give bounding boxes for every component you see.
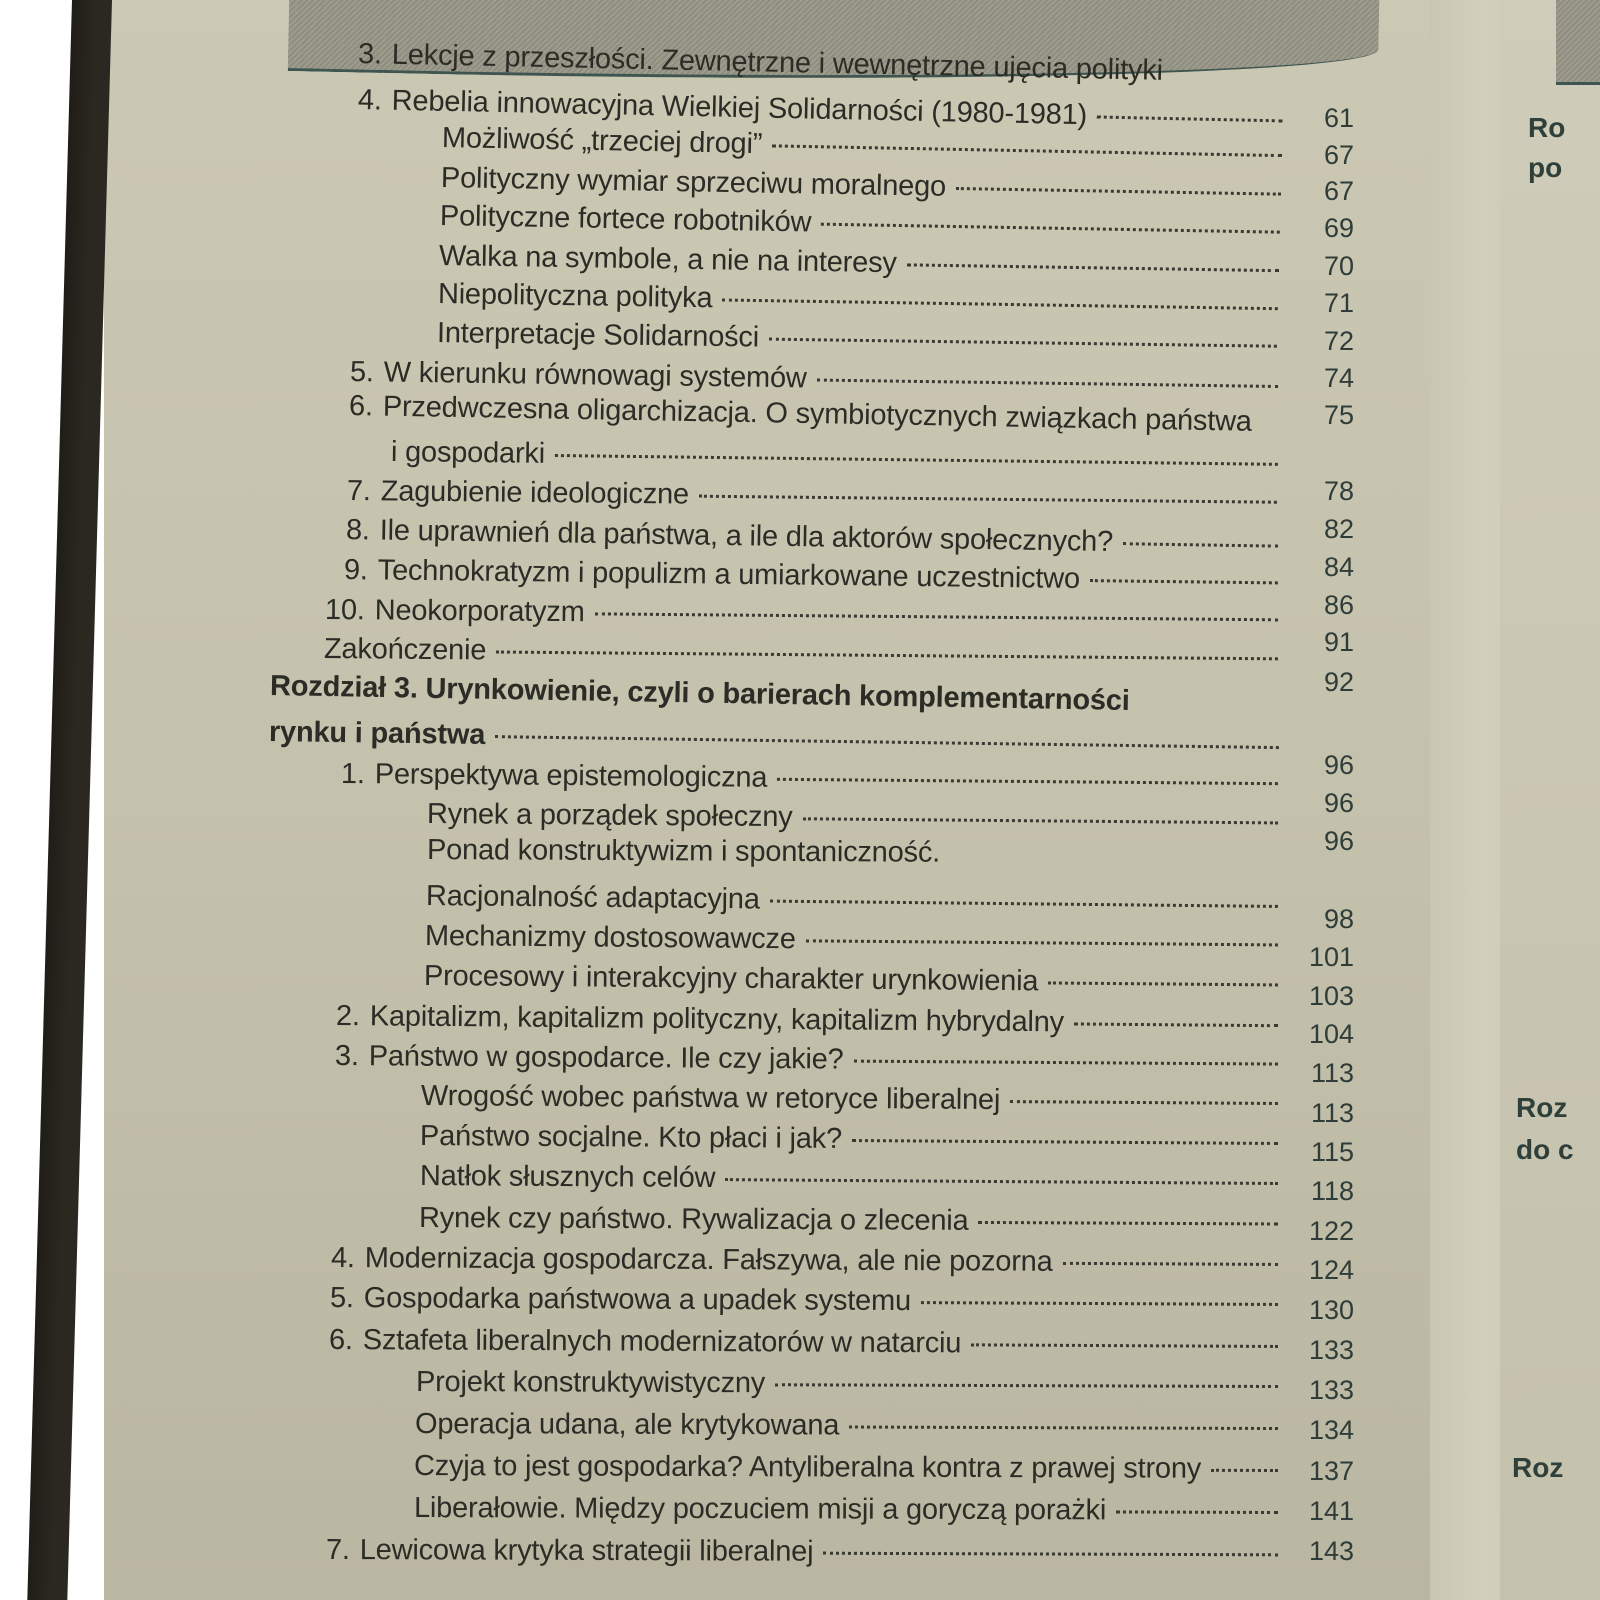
toc-entry <box>326 1528 1288 1571</box>
toc-entry <box>414 1444 1288 1487</box>
toc-entry-label: Perspektywa epistemologiczna <box>374 758 768 794</box>
toc-entry-label: Modernizacja gospodarcza. Fałszywa, ale nie pozorna <box>364 1242 1053 1278</box>
dot-leader <box>1063 1234 1279 1266</box>
toc-page-number: 69 <box>1323 213 1354 243</box>
toc-entry-label: Wrogość wobec państwa w retoryce liberalnej <box>420 1080 1001 1117</box>
toc-entry-label: Możliwość „trzeciej drogi” <box>441 122 763 161</box>
toc-entry-label: Zakończenie <box>323 633 487 667</box>
chapter-title: Rozdział 3. Urynkowienie, czyli o barierach komplementarności <box>269 670 1130 718</box>
toc-page-number: 86 <box>1323 590 1354 620</box>
toc-entry-number: 8. <box>345 514 371 547</box>
toc-page-number: 92 <box>1323 667 1354 697</box>
toc-page-number: 137 <box>1308 1456 1354 1486</box>
toc-page-number: 84 <box>1323 552 1354 582</box>
toc-entry-number: 10. <box>324 594 365 627</box>
toc-entry-label: Państwo socjalne. Kto płaci i jak? <box>419 1120 843 1155</box>
dot-leader <box>1116 1482 1278 1514</box>
toc-page-number: 113 <box>1310 1098 1354 1128</box>
toc-entry <box>415 1402 1288 1445</box>
toc-page-number: 75 <box>1323 400 1354 430</box>
dot-leader <box>854 1032 1279 1066</box>
toc-entry-number: 2. <box>335 1000 360 1033</box>
dot-leader <box>803 789 1279 824</box>
dot-leader <box>971 1315 1278 1348</box>
dot-leader <box>907 235 1280 272</box>
dot-leader <box>769 310 1277 348</box>
toc-entry-label: Lekcje z przeszłości. Zewnętrzne i wewnętrzne ujęcia polityki <box>391 38 1164 87</box>
toc-entry-label: Operacja udana, ale krytykowana <box>414 1408 840 1442</box>
toc-entry-label: Zagubienie ideologiczne <box>380 475 690 511</box>
toc-page-number: 67 <box>1323 140 1354 170</box>
toc-entry-label: Czyja to jest gospodarka? Antyliberalna kontra z prawej strony <box>413 1450 1202 1485</box>
dot-leader <box>1123 514 1278 547</box>
toc-entry-number: 1. <box>340 758 365 791</box>
toc-page-number: 67 <box>1323 176 1354 206</box>
toc-page-number: 78 <box>1323 476 1354 506</box>
toc-entry-label: Natłok słusznych celów <box>419 1160 716 1195</box>
toc-entry-number: 3. <box>334 1040 359 1073</box>
toc-entry-label: Kapitalizm, kapitalizm polityczny, kapitalizm hybrydalny <box>369 1000 1065 1039</box>
right-page-heading-fragment: Roz <box>1516 1092 1568 1123</box>
dot-leader <box>725 1150 1278 1185</box>
chapter-title-continuation: rynku i państwa <box>268 716 486 752</box>
toc-page-number: 101 <box>1308 942 1354 972</box>
dot-leader <box>1048 953 1278 986</box>
toc-entry <box>324 627 1288 675</box>
right-page-heading-fragment: do c <box>1516 1134 1574 1165</box>
toc-entry-number: 4. <box>330 1242 355 1275</box>
toc-page-number: 96 <box>1323 826 1354 856</box>
toc-page-number: 96 <box>1323 750 1354 780</box>
toc-entry-label: Ile uprawnień dla państwa, a ile dla aktorów społecznych? <box>379 514 1114 559</box>
toc-page-number: 70 <box>1323 251 1354 281</box>
toc-entry-label-continuation: i gospodarki <box>390 436 546 470</box>
toc-entry-label: Gospodarka państwowa a upadek systemu <box>363 1282 912 1318</box>
toc-entry-label: Procesowy i interakcyjny charakter urynkowienia <box>423 960 1039 998</box>
dot-leader <box>823 1524 1278 1557</box>
toc-entry-number: 5. <box>329 1282 354 1315</box>
toc-entry <box>414 1486 1288 1529</box>
toc-page-number: 130 <box>1308 1295 1354 1325</box>
toc-entry-label-continuation: Racjonalność adaptacyjna <box>425 880 760 916</box>
toc-entry-number: 3. <box>357 38 383 71</box>
toc-page-number: 103 <box>1308 981 1354 1011</box>
toc-page-number: 133 <box>1308 1335 1354 1365</box>
toc-entry-label: Technokratyzm i populizm a umiarkowane uczestnictwo <box>377 554 1081 595</box>
toc-page-number: 122 <box>1308 1216 1354 1246</box>
toc-page-number: 133 <box>1308 1375 1354 1405</box>
dot-leader <box>1074 994 1278 1027</box>
dot-leader <box>852 1111 1278 1145</box>
toc-entry-number: 9. <box>343 554 368 587</box>
dot-leader <box>849 1398 1278 1430</box>
toc-entry <box>427 792 1288 840</box>
dot-leader <box>817 351 1279 388</box>
toc-page-number: 134 <box>1308 1415 1354 1445</box>
toc-entry-label: Przedwczesna oligarchizacja. O symbiotycznych związkach państwa <box>382 390 1253 438</box>
toc-page-number: 82 <box>1323 514 1354 544</box>
toc-entry-label: Lewicowa krytyka strategii liberalnej <box>359 1534 814 1568</box>
right-page-heading-fragment: po <box>1528 152 1563 183</box>
toc-page-number: 124 <box>1308 1255 1354 1285</box>
toc-entry-label: Sztafeta liberalnych modernizatorów w natarciu <box>362 1324 962 1360</box>
toc-entry-label: Projekt konstruktywistyczny <box>415 1366 766 1400</box>
dot-leader <box>1010 1072 1278 1105</box>
toc-page-number: 113 <box>1310 1058 1354 1088</box>
toc-page-number: 143 <box>1308 1536 1354 1566</box>
dot-leader <box>921 1273 1278 1306</box>
toc-entry-number: 6. <box>328 1324 353 1357</box>
toc-page-number: 104 <box>1308 1019 1354 1049</box>
dot-leader <box>1211 1441 1278 1472</box>
toc-entry-number: 7. <box>346 475 371 508</box>
dot-leader <box>821 195 1280 234</box>
toc-entry-number: 7. <box>325 1534 350 1567</box>
dot-leader <box>775 1355 1278 1388</box>
toc-entry-label: Niepolityczna polityka <box>437 278 713 315</box>
toc-entry-label: Ponad konstruktywizm i spontaniczność. <box>426 834 941 869</box>
toc-page-number: 91 <box>1323 627 1354 657</box>
toc-entry-label: Państwo w gospodarce. Ile czy jakie? <box>368 1040 844 1076</box>
toc-entry-number: 5. <box>349 356 374 389</box>
toc-page-number: 71 <box>1323 288 1354 318</box>
toc-page-number: 61 <box>1323 103 1354 133</box>
right-page-heading-fragment: Ro <box>1528 112 1566 143</box>
right-page-heading-fragment: Roz <box>1512 1452 1564 1483</box>
dot-leader <box>699 467 1277 504</box>
toc-entry-label: Polityczny wymiar sprzeciwu moralnego <box>440 162 947 203</box>
toc-entry-label: Liberałowie. Między poczuciem misji a goryczą porażki <box>413 1492 1107 1527</box>
toc-entry-label: Neokorporatyzm <box>374 594 585 629</box>
toc-entry-label: W kierunku równowagi systemów <box>383 356 807 395</box>
toc-entry-label: Interpretacje Solidarności <box>436 317 760 354</box>
dot-leader <box>806 911 1279 946</box>
toc-entry-label: Rebelia innowacyjna Wielkiej Solidarności (1980-1981) <box>391 84 1088 132</box>
dot-leader <box>777 750 1278 785</box>
toc-page-number: 141 <box>1308 1496 1354 1526</box>
toc-page-number: 74 <box>1323 363 1354 393</box>
dot-leader <box>770 872 1279 908</box>
dot-leader <box>978 1193 1278 1226</box>
toc-entry-label: Polityczne fortece robotników <box>439 200 812 239</box>
toc-page-number: 118 <box>1310 1176 1354 1206</box>
toc-entry-label: Rynek a porządek społeczny <box>426 798 793 834</box>
toc-entry <box>330 1276 1288 1321</box>
toc-page-number: 72 <box>1323 326 1354 356</box>
dot-leader <box>1090 551 1278 584</box>
toc-entry-label: Rynek czy państwo. Rywalizacja o zlecenia <box>418 1202 969 1237</box>
toc-entry-label: Walka na symbole, a nie na interesy <box>438 240 897 280</box>
toc-page-number: 96 <box>1323 788 1354 818</box>
toc-entry-label: Mechanizmy dostosowawcze <box>424 920 796 956</box>
toc-entry-number: 6. <box>348 390 374 423</box>
toc-page-number: 115 <box>1310 1137 1354 1167</box>
toc-page-number: 98 <box>1323 904 1354 934</box>
dot-leader <box>595 584 1279 621</box>
toc-entry-number: 4. <box>357 84 383 117</box>
dot-leader <box>956 159 1281 196</box>
dot-leader <box>1097 87 1283 122</box>
dot-leader <box>496 623 1278 661</box>
